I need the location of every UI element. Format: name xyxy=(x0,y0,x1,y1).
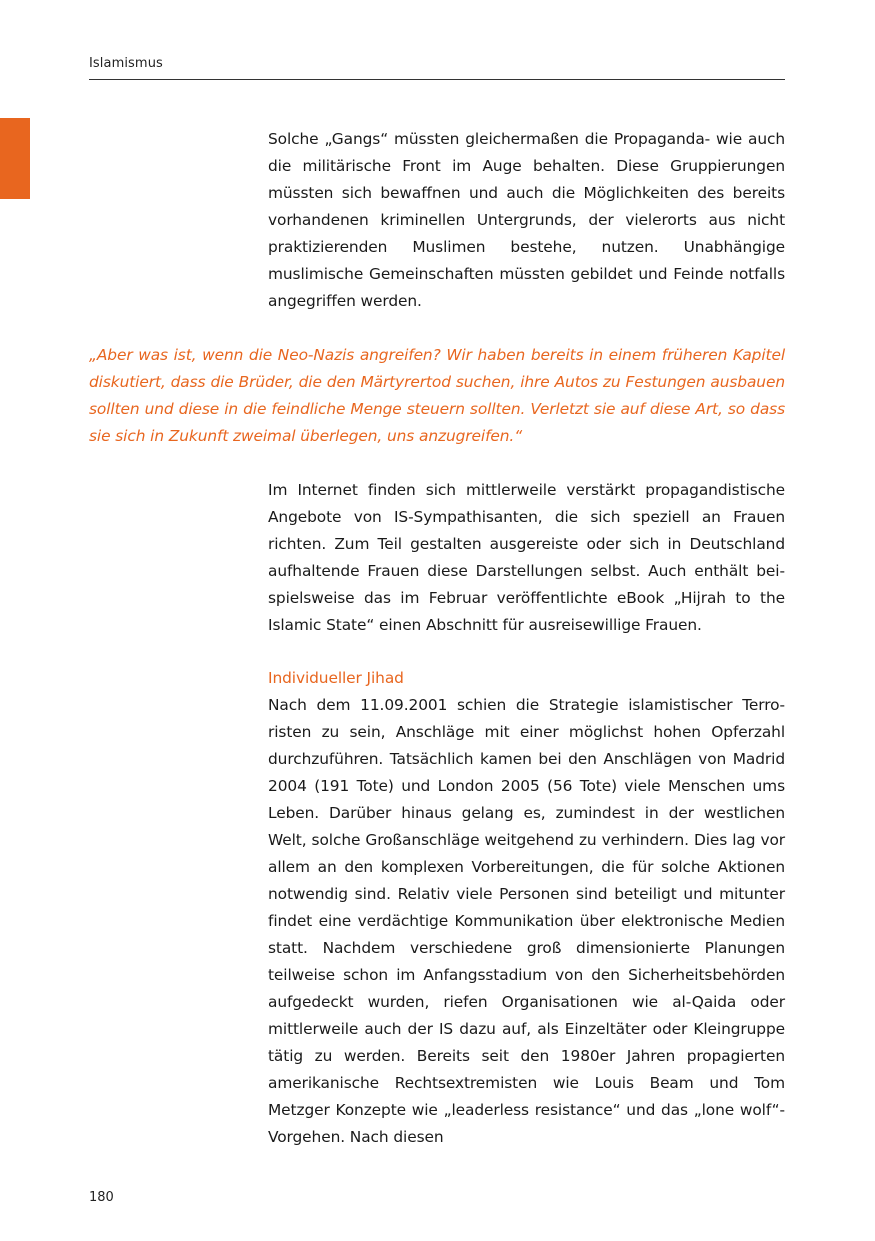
body-column-1 xyxy=(268,126,785,315)
paragraph-internet: Im Internet finden sich mittlerweile verstärkt propagandistische Angebote von IS-Sympathisanten, die sich speziell an Frauen richten. Zum Teil gestalten ausgereiste oder sich in Deutschland aufhaltende Frauen diese Darstellungen selbst. Auch enthält beispielsweise das im Februar veröffentlichte eBook „Hijrah to the Islamic State“ einen Abschnitt für ausreisewillige Frauen. xyxy=(268,481,785,634)
paragraph-gangs: Solche „Gangs“ müssten gleichermaßen die Propaganda- wie auch die militärische Front im Auge behalten. Diese Gruppierungen müssten sich bewaffnen und auch die Möglichkeiten des bereits vorhandenen kriminellen Untergrunds, der vielerorts aus nicht praktizierenden Muslimen bestehe, nutzen. Unabhängige muslimische Gemeinschaften müssten gebildet und Feinde notfalls angegriffen werden. xyxy=(268,130,785,310)
chapter-side-tab xyxy=(0,118,30,199)
section-body: Nach dem 11.09.2001 schien die Strategie islamistischer Terroristen zu sein, Anschläge mit einer möglichst hohen Opferzahl durchzuführen. Tatsächlich kamen bei den Anschlägen von Madrid 2004 (191 Tote) und London 2005 (56 Tote) viele Menschen ums Leben. Darüber hinaus gelang es, zumindest in der westlichen Welt, solche Großanschläge weitgehend zu verhindern. Dies lag vor allem an den komplexen Vorbereitungen, die für solche Aktionen notwendig sind. Relativ viele Personen sind beteiligt und mitunter findet eine verdächtige Kommunikation über elektronische Medien statt. Nachdem verschiedene groß dimensionierte Planungen teilweise schon im Anfangsstadium von den Sicherheitsbehörden aufgedeckt wurden, riefen Organisationen wie al-Qaida oder mittlerweile auch der IS dazu auf, als Einzeltäter oder Kleingruppe tätig zu werden. Bereits seit den 1980er Jahren propagierten amerikanische Rechtsextremisten wie Louis Beam und Tom Metzger Konzepte wie „leaderless resistance“ und das „lone wolf“-Vorgehen. Nach diesen xyxy=(268,696,785,1146)
section-heading: Individueller Jihad xyxy=(268,669,404,687)
pull-quote xyxy=(89,342,785,450)
header-rule xyxy=(89,79,785,80)
section-individual-jihad xyxy=(268,665,785,1151)
quote-text: „Aber was ist, wenn die Neo-Nazis angreifen? Wir haben bereits in einem früheren Kapitel diskutiert, dass die Brüder, die den Märtyrertod suchen, ihre Autos zu Festungen ausbauen sollten und diese in die feindliche Menge steuern sollten. Verletzt sie auf diese Art, so dass sie sich in Zukunft zweimal überlegen, uns anzugreifen.“ xyxy=(89,346,785,445)
running-header-title: Islamismus xyxy=(89,56,163,71)
page-number: 180 xyxy=(89,1190,114,1205)
body-column-2 xyxy=(268,477,785,639)
